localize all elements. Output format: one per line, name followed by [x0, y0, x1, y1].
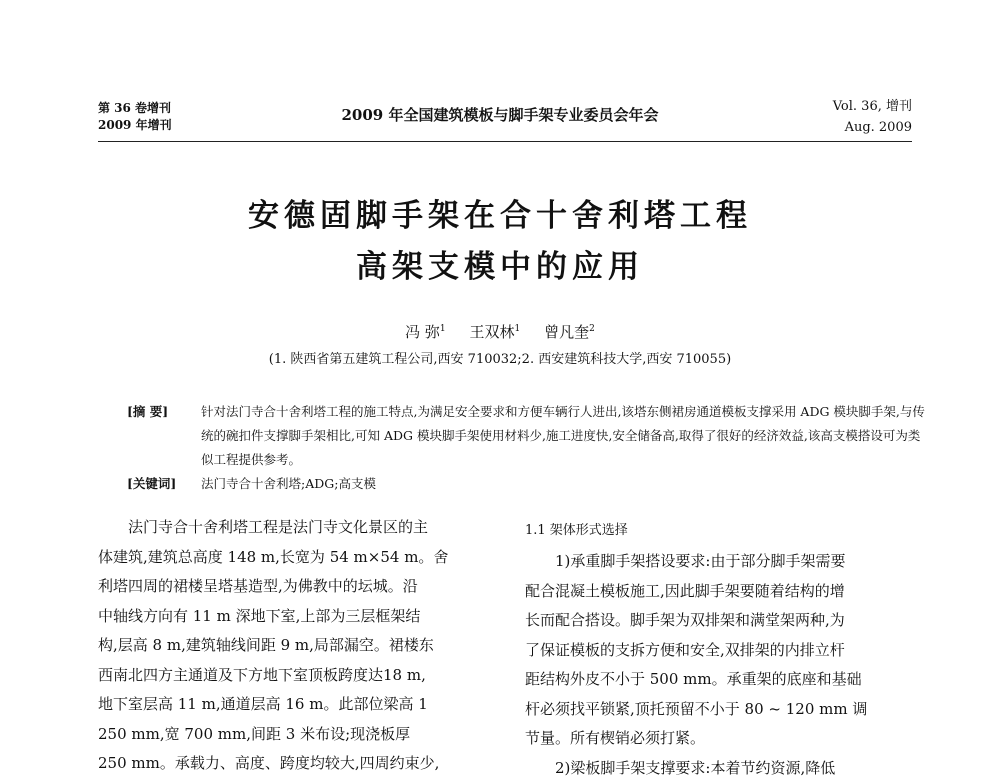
body-line: 了保证模板的支拆方便和安全,双排架的内排立杆 — [525, 636, 918, 666]
abstract-text: 针对法门寺合十舍利塔工程的施工特点,为满足安全要求和方便车辆行人进出,该塔东侧裙房通道模板支撑采用 ADG 模块脚手架,与传统的碗扣件支撑脚手架相比,可知 ADG 模块脚手架使用材料少,施工进度快,安全储备高,取得了很好的经济效益,该高支模搭设可为类似工程提供参考。 — [201, 400, 927, 472]
body-line: 构,层高 8 m,建筑轴线间距 9 m,局部漏空。裙楼东 — [98, 631, 498, 661]
journal-issue-en — [833, 96, 912, 138]
body-line: 杆必须找平锁紧,顶托预留不小于 80 ~ 120 mm 调 — [525, 695, 918, 725]
author-list — [0, 321, 1000, 342]
section-heading: 1.1 架体形式选择 — [525, 519, 918, 543]
abstract — [127, 400, 927, 472]
body-line: 利塔四周的裙楼呈塔基造型,为佛教中的坛城。沿 — [98, 572, 498, 602]
body-column-left — [98, 513, 498, 779]
paper-title-line2: 高架支模中的应用 — [0, 241, 1000, 286]
body-line: 西南北四方主通道及下方地下室顶板跨度达18 m, — [98, 661, 498, 691]
body-line: 地下室层高 11 m,通道层高 16 m。此部位梁高 1 — [98, 690, 498, 720]
paper-title-line1: 安德固脚手架在合十舍利塔工程 — [0, 190, 1000, 235]
abstract-label: [摘 要] — [127, 400, 201, 472]
keywords-label: [关键词] — [127, 472, 201, 496]
keywords — [127, 472, 927, 496]
keywords-text: 法门寺合十舍利塔;ADG;高支模 — [201, 472, 927, 496]
body-line: 中轴线方向有 11 m 深地下室,上部为三层框架结 — [98, 602, 498, 632]
conference-title: 2009 年全国建筑模板与脚手架专业委员会年会 — [0, 104, 1000, 125]
author: 王双林$^1$ — [470, 323, 521, 341]
body-line: 节量。所有楔销必须打紧。 — [525, 724, 918, 754]
body-line: 1)承重脚手架搭设要求:由于部分脚手架需要 — [525, 547, 918, 577]
journal-volume-en: Vol. 36, 增刊 — [833, 96, 912, 117]
body-line: 距结构外皮不小于 500 mm。承重架的底座和基础 — [525, 665, 918, 695]
body-line: 250 mm,宽 700 mm,间距 3 米布设;现浇板厚 — [98, 720, 498, 750]
body-line: 体建筑,建筑总高度 148 m,长宽为 54 m×54 m。舍 — [98, 543, 498, 573]
body-column-right — [525, 519, 918, 783]
body-line: 配合混凝土模板施工,因此脚手架要随着结构的增 — [525, 577, 918, 607]
body-line: 250 mm。承载力、高度、跨度均较大,四周约束少, — [98, 749, 498, 779]
affiliation: (1. 陕西省第五建筑工程公司,西安 710032;2. 西安建筑科技大学,西安 710055) — [0, 348, 1000, 367]
journal-volume: 第 36 卷增刊 — [98, 100, 172, 117]
journal-date-en: Aug. 2009 — [833, 117, 912, 138]
author: 曾凡奎$^2$ — [544, 323, 595, 341]
body-line: 长而配合搭设。脚手架为双排架和满堂架两种,为 — [525, 606, 918, 636]
body-line: 法门寺合十舍利塔工程是法门寺文化景区的主 — [98, 513, 498, 543]
abstract-block — [127, 400, 927, 496]
author: 冯 弥$^1$ — [405, 323, 446, 341]
journal-year: 2009 年增刊 — [98, 117, 172, 134]
header-divider — [98, 141, 912, 142]
body-line: 2)梁板脚手架支撑要求:本着节约资源,降低 — [525, 754, 918, 783]
